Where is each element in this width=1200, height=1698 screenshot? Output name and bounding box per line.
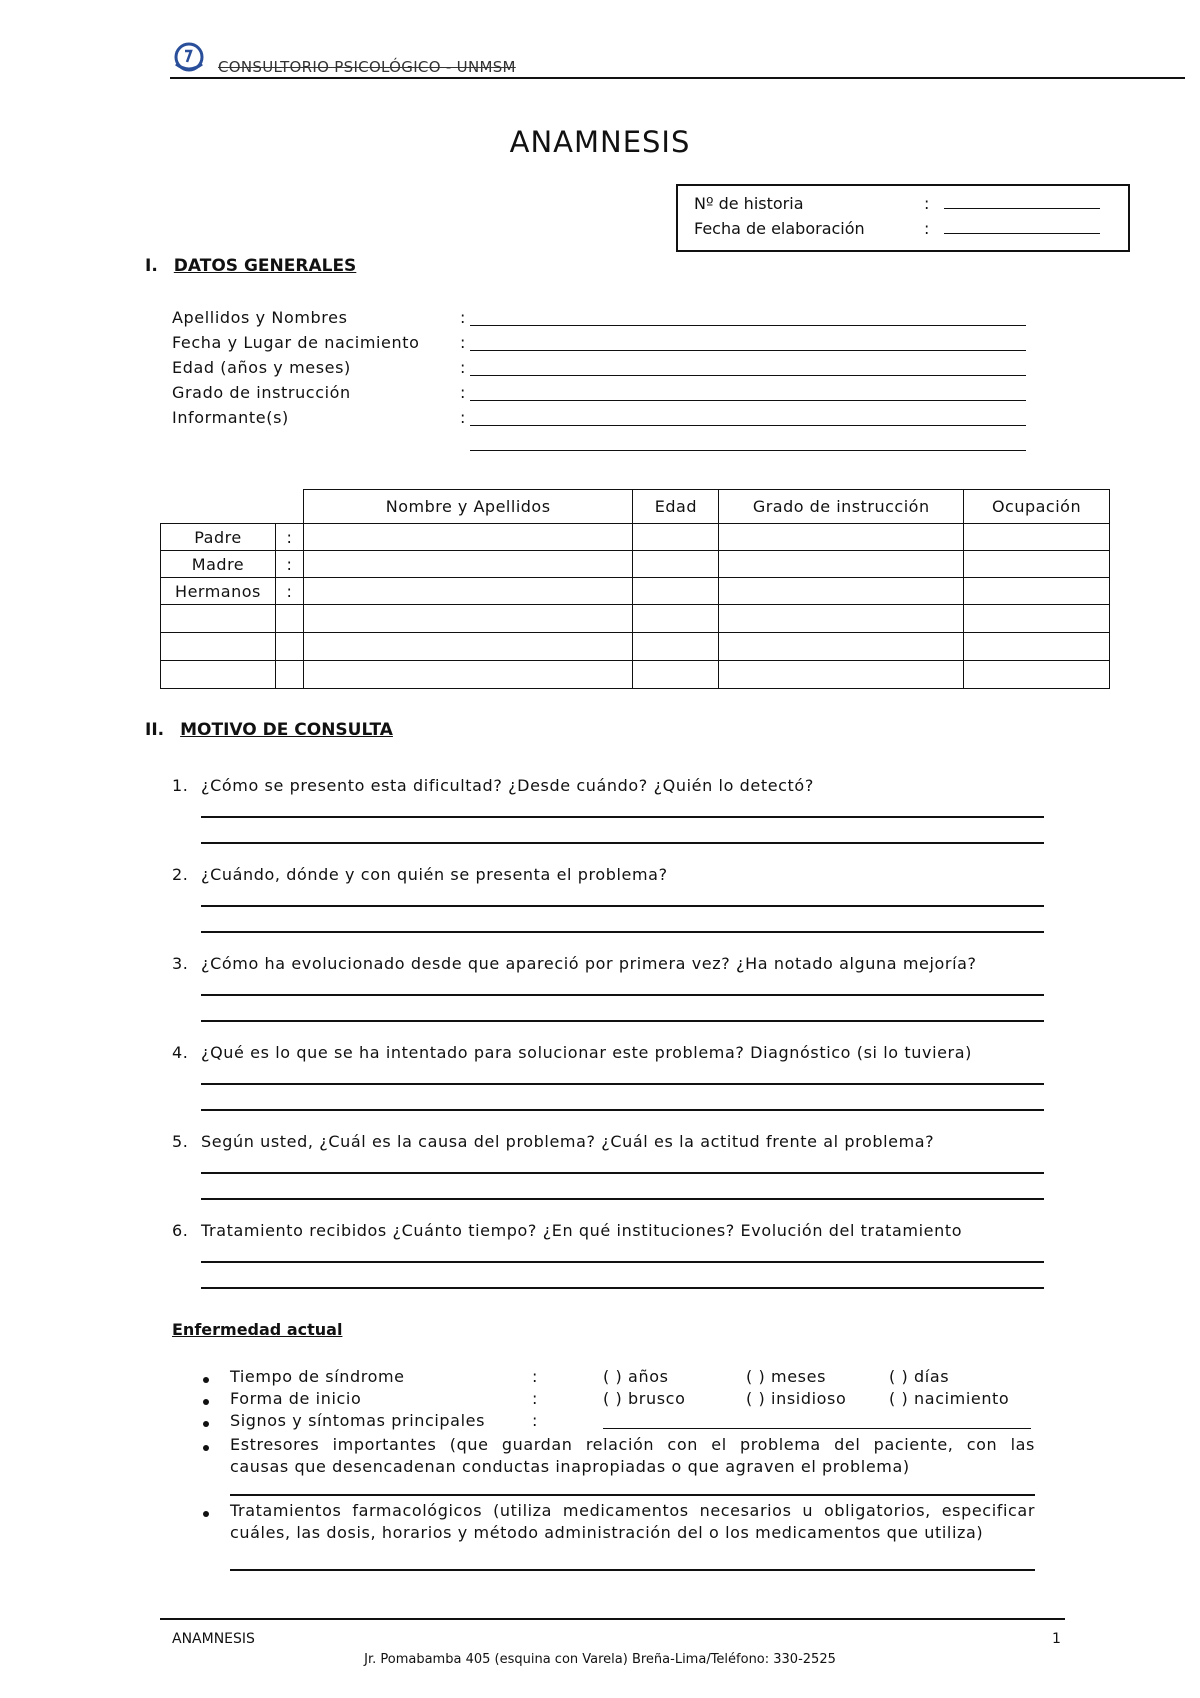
answer-line[interactable] [201, 842, 1044, 844]
answer-line[interactable] [201, 1287, 1044, 1289]
cell-nombre[interactable] [303, 661, 633, 689]
relation-colon [275, 633, 303, 661]
history-date-field[interactable] [944, 233, 1100, 234]
history-number-label: Nº de historia [694, 194, 804, 213]
question-number: 2. [172, 865, 189, 884]
header-rule [170, 77, 1185, 79]
option-anos[interactable]: ( ) años [603, 1367, 669, 1386]
section-2-heading [145, 720, 393, 740]
forma-colon: : [532, 1389, 538, 1408]
cell-ocupacion[interactable] [964, 605, 1110, 633]
unmsm-logo-icon [172, 42, 206, 76]
page-number: 1 [1052, 1631, 1061, 1647]
answer-line[interactable] [201, 994, 1044, 996]
relation-label: Hermanos [161, 578, 276, 605]
history-date-row [694, 219, 930, 238]
general-field-label: Edad (años y meses) [172, 358, 351, 377]
cell-edad[interactable] [633, 551, 719, 578]
history-date-label: Fecha de elaboración [694, 219, 865, 238]
question-number: 5. [172, 1132, 189, 1151]
question-number: 4. [172, 1043, 189, 1062]
answer-line[interactable] [201, 1198, 1044, 1200]
question-number: 1. [172, 776, 189, 795]
general-field-colon: : [460, 308, 466, 327]
cell-edad[interactable] [633, 633, 719, 661]
header-edad: Edad [633, 490, 719, 524]
history-number-field[interactable] [944, 208, 1100, 209]
question-text: ¿Cuándo, dónde y con quién se presenta el problema? [201, 865, 668, 884]
cell-nombre[interactable] [303, 524, 633, 551]
section-2-title: MOTIVO DE CONSULTA [180, 720, 393, 740]
cell-grado[interactable] [719, 661, 964, 689]
relation-label: Padre [161, 524, 276, 551]
bullet-icon [203, 1399, 209, 1405]
general-field-label: Fecha y Lugar de nacimiento [172, 333, 420, 352]
option-nacimiento[interactable]: ( ) nacimiento [889, 1389, 1010, 1408]
general-field-colon: : [460, 358, 466, 377]
cell-edad[interactable] [633, 524, 719, 551]
answer-line[interactable] [201, 1083, 1044, 1085]
relation-colon: : [275, 578, 303, 605]
section-1-title: DATOS GENERALES [173, 256, 357, 276]
footer-address: Jr. Pomabamba 405 (esquina con Varela) Breña-Lima/Teléfono: 330-2525 [364, 1652, 836, 1667]
general-field-label: Informante(s) [172, 408, 289, 427]
question-number: 6. [172, 1221, 189, 1240]
cell-nombre[interactable] [303, 551, 633, 578]
estresores-field[interactable] [230, 1494, 1035, 1496]
cell-ocupacion[interactable] [964, 551, 1110, 578]
table-corner [275, 490, 303, 524]
general-field-input[interactable] [470, 425, 1026, 426]
option-dias[interactable]: ( ) días [889, 1367, 950, 1386]
cell-ocupacion[interactable] [964, 633, 1110, 661]
table-row [161, 605, 1110, 633]
informante-extra-input[interactable] [470, 450, 1026, 451]
question-text: ¿Cómo ha evolucionado desde que apareció por primera vez? ¿Ha notado alguna mejoría? [201, 954, 977, 973]
option-brusco[interactable]: ( ) brusco [603, 1389, 686, 1408]
bullet-icon [203, 1377, 209, 1383]
relation-label: Madre [161, 551, 276, 578]
history-number-row [694, 194, 930, 213]
general-field-input[interactable] [470, 350, 1026, 351]
question-text: Según usted, ¿Cuál es la causa del problema? ¿Cuál es la actitud frente al problema? [201, 1132, 935, 1151]
general-field-input[interactable] [470, 375, 1026, 376]
cell-ocupacion[interactable] [964, 661, 1110, 689]
forma-label: Forma de inicio [230, 1389, 362, 1408]
family-table [160, 489, 1110, 689]
relation-colon: : [275, 551, 303, 578]
relation-colon [275, 605, 303, 633]
cell-nombre[interactable] [303, 605, 633, 633]
relation-colon [275, 661, 303, 689]
answer-line[interactable] [201, 816, 1044, 818]
tratamientos-line-2: cuáles, las dosis, horarios y método administración del o los medicamentos que utiliza) [230, 1523, 984, 1542]
table-row [161, 661, 1110, 689]
table-row [161, 633, 1110, 661]
option-insidioso[interactable]: ( ) insidioso [746, 1389, 847, 1408]
signos-colon: : [532, 1411, 538, 1430]
enfermedad-title: Enfermedad actual [172, 1320, 343, 1339]
section-2-number: II. [145, 720, 165, 740]
page-title: ANAMNESIS [509, 125, 691, 159]
footer-title: ANAMNESIS [172, 1631, 255, 1647]
general-field-label: Grado de instrucción [172, 383, 351, 402]
header-nombre: Nombre y Apellidos [303, 490, 633, 524]
header-ocupacion: Ocupación [964, 490, 1110, 524]
footer-rule [160, 1618, 1065, 1620]
tiempo-label: Tiempo de síndrome [230, 1367, 405, 1386]
cell-edad[interactable] [633, 661, 719, 689]
cell-grado[interactable] [719, 633, 964, 661]
history-number-colon: : [924, 194, 930, 213]
answer-line[interactable] [201, 1109, 1044, 1111]
answer-line[interactable] [201, 905, 1044, 907]
tratamientos-line-1: Tratamientos farmacológicos (utiliza medicamentos necesarios u obligatorios, especificar [230, 1501, 1035, 1520]
general-field-input[interactable] [470, 325, 1026, 326]
question-text: ¿Qué es lo que se ha intentado para solucionar este problema? Diagnóstico (si lo tuviera) [201, 1043, 972, 1062]
cell-nombre[interactable] [303, 633, 633, 661]
general-field-colon: : [460, 383, 466, 402]
cell-edad[interactable] [633, 578, 719, 605]
cell-grado[interactable] [719, 578, 964, 605]
table-corner [161, 490, 276, 524]
question-text: ¿Cómo se presento esta dificultad? ¿Desde cuándo? ¿Quién lo detectó? [201, 776, 814, 795]
cell-nombre[interactable] [303, 578, 633, 605]
answer-line[interactable] [201, 931, 1044, 933]
cell-edad[interactable] [633, 605, 719, 633]
family-table-header [161, 490, 1110, 524]
general-field-label: Apellidos y Nombres [172, 308, 348, 327]
signos-field[interactable] [603, 1428, 1031, 1429]
estresores-line-2: causas que desencadenan conductas inapropiadas o que agraven el problema) [230, 1457, 910, 1476]
section-1-heading [145, 256, 356, 276]
tratamientos-field[interactable] [230, 1569, 1035, 1571]
relation-label [161, 605, 276, 633]
answer-line[interactable] [201, 1172, 1044, 1174]
relation-colon: : [275, 524, 303, 551]
answer-line[interactable] [201, 1261, 1044, 1263]
question-number: 3. [172, 954, 189, 973]
question-text: Tratamiento recibidos ¿Cuánto tiempo? ¿En qué instituciones? Evolución del tratamiento [201, 1221, 963, 1240]
header-org: CONSULTORIO PSICOLÓGICO - UNMSM [218, 58, 516, 76]
cell-grado[interactable] [719, 524, 964, 551]
bullet-icon [203, 1421, 209, 1427]
general-field-input[interactable] [470, 400, 1026, 401]
history-box [676, 184, 1130, 252]
signos-label: Signos y síntomas principales [230, 1411, 486, 1430]
option-meses[interactable]: ( ) meses [746, 1367, 827, 1386]
section-1-number: I. [145, 256, 158, 276]
general-field-colon: : [460, 408, 466, 427]
cell-ocupacion[interactable] [964, 524, 1110, 551]
bullet-icon [203, 1511, 209, 1517]
table-row [161, 551, 1110, 578]
general-field-colon: : [460, 333, 466, 352]
cell-grado[interactable] [719, 605, 964, 633]
cell-ocupacion[interactable] [964, 578, 1110, 605]
header-grado: Grado de instrucción [719, 490, 964, 524]
history-date-colon: : [924, 219, 930, 238]
bullet-icon [203, 1445, 209, 1451]
cell-grado[interactable] [719, 551, 964, 578]
table-row [161, 524, 1110, 551]
relation-label [161, 633, 276, 661]
answer-line[interactable] [201, 1020, 1044, 1022]
estresores-line-1: Estresores importantes (que guardan relación con el problema del paciente, con las [230, 1435, 1035, 1454]
relation-label [161, 661, 276, 689]
tiempo-colon: : [532, 1367, 538, 1386]
table-row [161, 578, 1110, 605]
